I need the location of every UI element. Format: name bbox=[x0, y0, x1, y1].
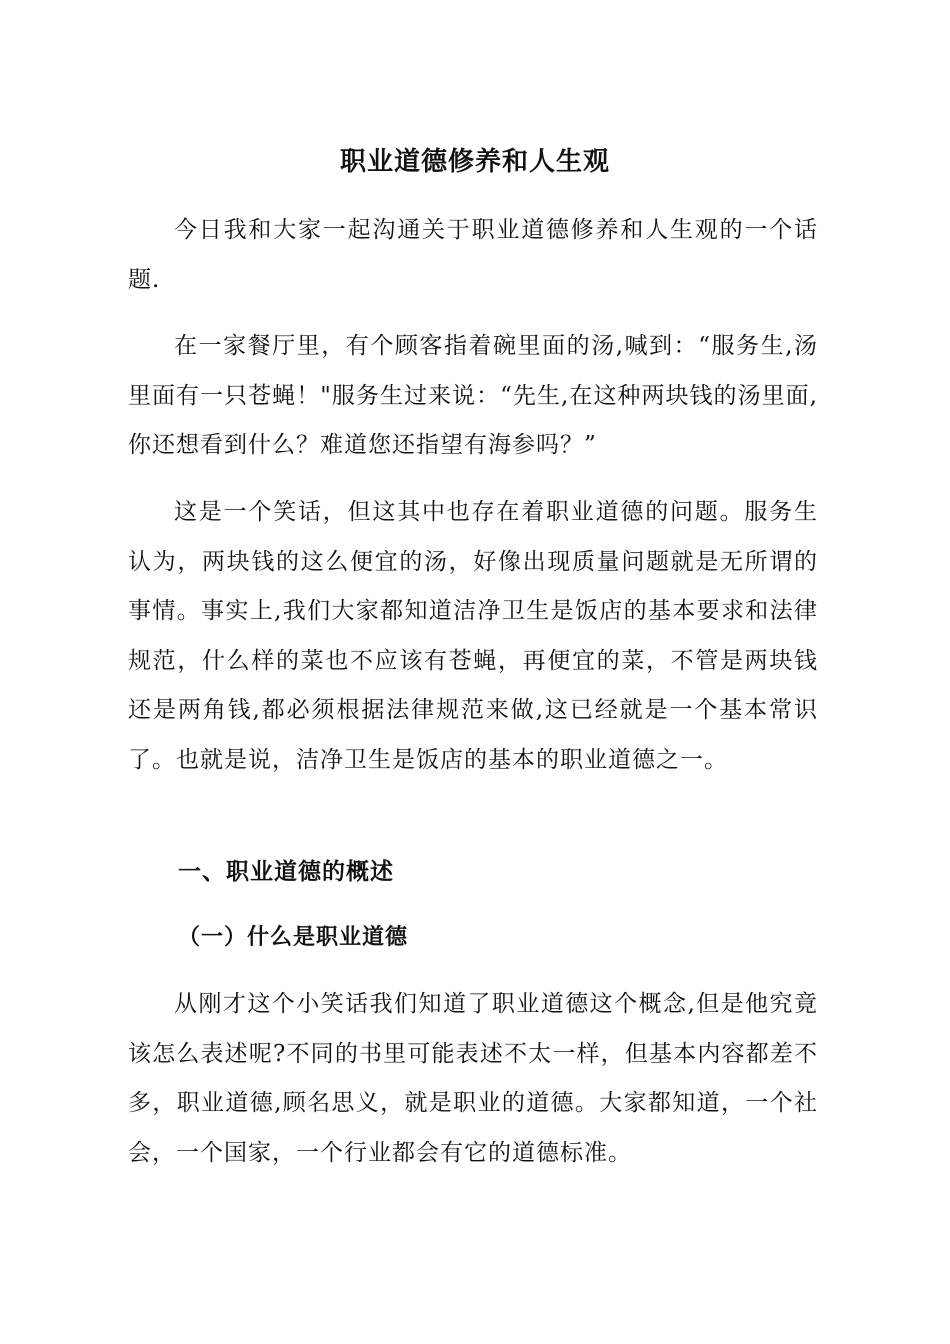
paragraph-definition: 从刚才这个小笑话我们知道了职业道德这个概念,但是他究竟该怎么表述呢?不同的书里可能表述不太一样，但基本内容都差不多，职业道德,顾名思义，就是职业的道德。大家都知道，一个社会，一个国家，一个行业都会有它的道德标准。 bbox=[128, 991, 818, 1166]
paragraph-anecdote: 在一家餐厅里，有个顾客指着碗里面的汤,喊到：“服务生,汤里面有一只苍蝇！"服务生过来说：“先生,在这种两块钱的汤里面,你还想看到什么？难道您还指望有海参吗？” bbox=[128, 333, 818, 459]
subsection-heading: （一）什么是职业道德 bbox=[178, 925, 409, 950]
paragraph-commentary: 这是一个笑话，但这其中也存在着职业道德的问题。服务生认为，两块钱的这么便宜的汤，好像出现质量问题就是无所谓的事情。事实上,我们大家都知道洁净卫生是饭店的基本要求和法律规范，什么样的菜也不应该有苍蝇，再便宜的菜，不管是两块钱还是两角钱,都必须根据法律规范来做,这已经就是一个基本常识了。也就是说，洁净卫生是饭店的基本的职业道德之一。 bbox=[128, 499, 818, 773]
document-title: 职业道德修养和人生观 bbox=[339, 147, 610, 177]
section-heading: 一、职业道德的概述 bbox=[178, 858, 394, 885]
paragraph-intro: 今日我和大家一起沟通关于职业道德修养和人生观的一个话题. bbox=[128, 217, 818, 293]
